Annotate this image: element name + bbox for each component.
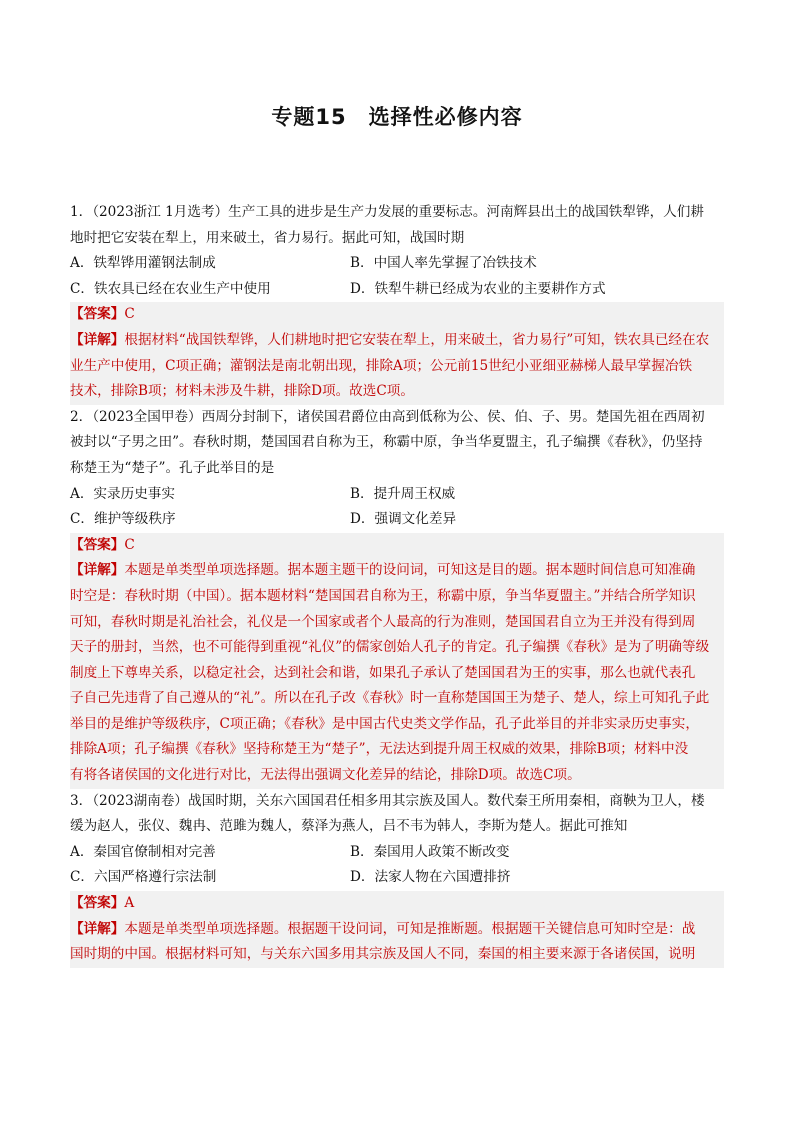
question-stem-line: 2．（2023全国甲卷）西周分封制下，诸侯国君爵位由高到低称为公、侯、伯、子、男。楚国先祖在西周初 <box>70 408 705 425</box>
detail-text: 根据材料“战国铁犁铧，人们耕地时把它安装在犁上，用来破土，省力易行”可知，铁农具已经在农 <box>124 331 710 348</box>
option-d: D．强调文化差异 <box>350 511 457 528</box>
detail-line: 可知，春秋时期是礼治社会，礼仪是一个国家或者个人最高的行为准则，楚国国君自立为王并没有得到周 <box>70 613 696 630</box>
question-stem-line: 被封以“子男之田”。春秋时期，楚国国君自称为王，称霸中原，争当华夏盟主，孔子编撰《春秋》，仍坚持 <box>70 434 703 451</box>
answer-value: A <box>124 895 135 912</box>
option-a: A．实录历史事实 <box>70 485 175 502</box>
option-b: B．中国人率先掌握了冶铁技术 <box>350 255 537 272</box>
detail-line <box>70 328 724 354</box>
detail-line: 排除A项；孔子编撰《春秋》坚持称楚王为“楚子”，无法达到提升周王权威的效果，排除B项；材料中没 <box>70 741 689 758</box>
answer-line <box>70 891 724 917</box>
detail-line: 国时期的中国。根据材料可知，与关东六国多用其宗族及国人不同，秦国的相主要来源于各诸侯国，说明 <box>70 946 696 963</box>
option-a: A．铁犁铧用灌钢法制成 <box>70 255 216 272</box>
question-stem-line: 缓为赵人，张仪、魏冉、范雎为魏人，蔡泽为燕人，吕不韦为韩人，李斯为楚人。据此可推知 <box>70 818 628 835</box>
answer-label: 【答案】 <box>70 895 125 912</box>
page-title: 专题15 选择性必修内容 <box>271 105 523 129</box>
option-d: D．铁犁牛耕已经成为农业的主要耕作方式 <box>350 280 606 297</box>
answer-value: C <box>124 536 135 553</box>
detail-line: 技术，排除B项；材料未涉及牛耕，排除D项。故选C项。 <box>70 383 414 400</box>
option-b: B．提升周王权威 <box>350 485 456 502</box>
option-row <box>70 507 724 533</box>
detail-line: 业生产中使用，C项正确；灌钢法是南北朝出现，排除A项；公元前15世纪小亚细亚赫梯人最早掌握冶铁 <box>70 357 693 374</box>
detail-label: 【详解】 <box>70 562 125 579</box>
detail-text: 本题是单类型单项选择题。根据题干设问词，可知是推断题。根据题干关键信息可知时空是：战 <box>124 920 696 937</box>
question-stem-line: 称楚王为“楚子”。孔子此举目的是 <box>70 459 275 476</box>
option-row <box>70 482 724 508</box>
question-3 <box>70 789 724 968</box>
detail-label: 【详解】 <box>70 331 125 348</box>
option-c: C．维护等级秩序 <box>70 511 176 528</box>
question-stem-line: 3．（2023湖南卷）战国时期，关东六国国君任相多用其宗族及国人。数代秦王所用秦相，商鞅为卫人，楼 <box>70 792 705 809</box>
question-stem-line: 1．（2023浙江 1月选考）生产工具的进步是生产力发展的重要标志。河南辉县出土的战国铁犁铧，人们耕 <box>70 204 704 220</box>
question-2 <box>70 405 724 789</box>
option-c: C．六国严格遵行宗法制 <box>70 869 217 886</box>
option-a: A．秦国官僚制相对完善 <box>70 843 216 860</box>
option-row <box>70 840 724 866</box>
detail-line <box>70 917 724 943</box>
question-stem-line: 地时把它安装在犁上，用来破土，省力易行。据此可知，战国时期 <box>70 229 465 246</box>
option-d: D．法家人物在六国遭排挤 <box>350 869 511 886</box>
option-b: B．秦国用人政策不断改变 <box>350 843 510 860</box>
detail-line: 有将各诸侯国的文化进行对比，无法得出强调文化差异的结论，排除D项。故选C项。 <box>70 767 581 784</box>
detail-line: 子自己先违背了自己遵从的“礼”。所以在孔子改《春秋》时一直称楚国国王为楚子、楚人，综上可知孔子此 <box>70 690 710 707</box>
option-row <box>70 277 724 303</box>
option-c: C．铁农具已经在农业生产中使用 <box>70 280 271 297</box>
answer-block <box>70 533 724 789</box>
detail-line: 举目的是维护等级秩序，C项正确；《春秋》是中国古代史类文学作品，孔子此举目的并非实录历史事实， <box>70 715 699 732</box>
detail-text: 本题是单类型单项选择题。据本题主题干的设问词，可知这是目的题。据本题时间信息可知准确 <box>124 562 696 579</box>
detail-line: 时空是：春秋时期（中国）。据本题材料“楚国国君自称为王，称霸中原，争当华夏盟主。”并结合所学知识 <box>70 587 696 604</box>
answer-block <box>70 891 724 968</box>
detail-line: 制度上下尊卑关系，以稳定社会，达到社会和谐，如果孔子承认了楚国国君为王的实事，那么也就代表孔 <box>70 664 696 681</box>
option-row <box>70 251 724 277</box>
question-list <box>70 200 724 968</box>
answer-label: 【答案】 <box>70 536 125 553</box>
detail-label: 【详解】 <box>70 920 125 937</box>
answer-label: 【答案】 <box>70 306 125 323</box>
answer-value: C <box>124 306 135 323</box>
detail-line: 天子的册封，当然，也不可能得到重视“礼仪”的儒家创始人孔子的肯定。孔子编撰《春秋》是为了明确等级 <box>70 639 710 656</box>
answer-line <box>70 533 724 559</box>
question-1 <box>70 200 724 405</box>
answer-line <box>70 302 724 328</box>
detail-line <box>70 558 724 584</box>
answer-block <box>70 302 724 404</box>
option-row <box>70 865 724 891</box>
